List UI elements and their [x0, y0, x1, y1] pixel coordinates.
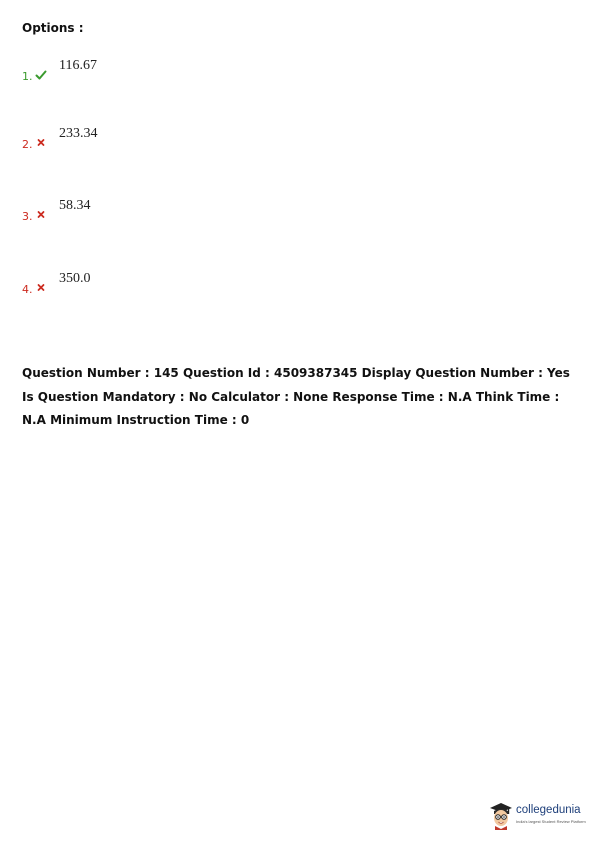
question-metadata: Question Number : 145 Question Id : 4509387345 Display Question Number : Yes Is Question Mandatory : No Calculator : None Response Time : N.A Think Time : N.A Minimum Instruction Time : 0: [22, 366, 570, 427]
option-number: 3.: [22, 210, 33, 223]
option-3: [22, 198, 322, 228]
logo-tagline: India's largest Student Review Platform: [516, 819, 586, 824]
option-1: [22, 58, 322, 88]
student-mascot-icon: [488, 800, 514, 830]
option-value: 350.0: [59, 271, 91, 286]
check-icon: [35, 69, 47, 81]
option-number: 4.: [22, 283, 33, 296]
option-value: 58.34: [59, 198, 91, 213]
cross-icon: [35, 209, 47, 221]
option-value: 233.34: [59, 126, 98, 141]
collegedunia-logo: [488, 800, 588, 832]
option-2: [22, 126, 322, 156]
cross-icon: [35, 137, 47, 149]
option-number: 1.: [22, 70, 33, 83]
options-heading: Options :: [22, 21, 84, 35]
option-value: 116.67: [59, 58, 97, 73]
option-number: 2.: [22, 138, 33, 151]
logo-name: collegedunia: [516, 804, 581, 816]
option-4: [22, 271, 322, 301]
cross-icon: [35, 282, 47, 294]
